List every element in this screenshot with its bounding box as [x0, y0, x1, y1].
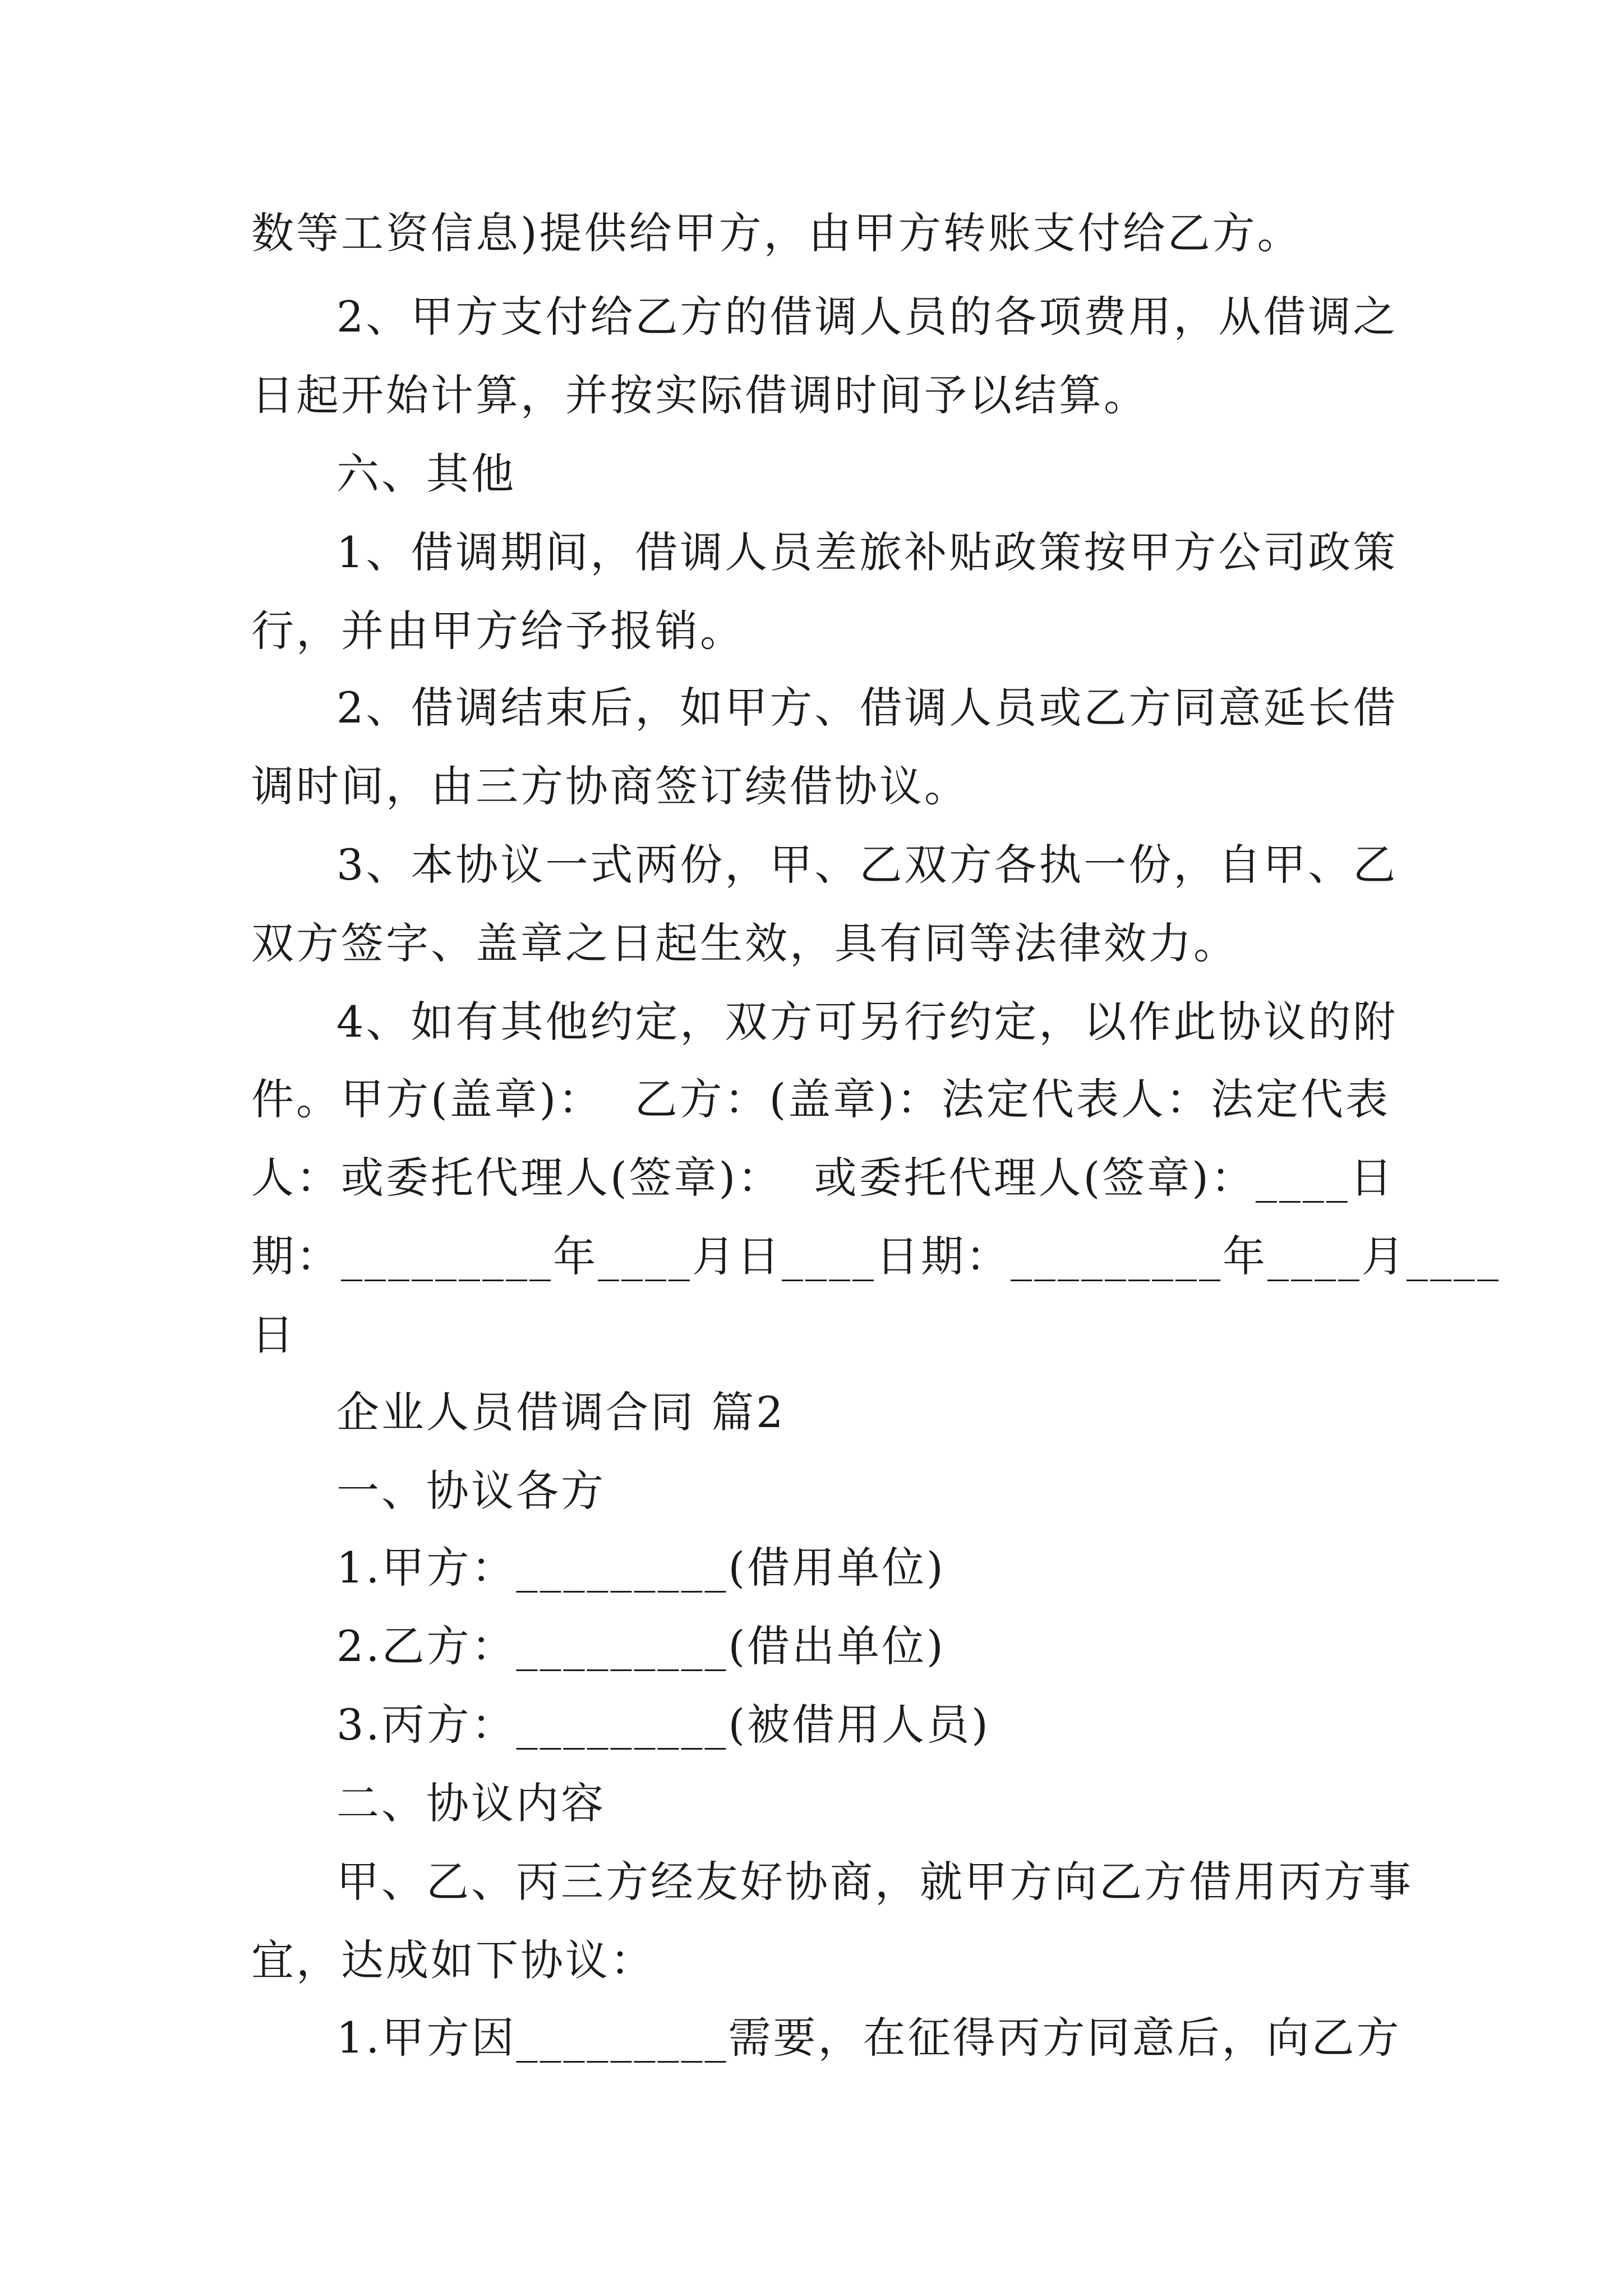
paragraph-line: 4、如有其他约定，双方可另行约定，以作此协议的附: [336, 997, 1398, 1047]
paragraph-line: 期：_________年____月日____日期：_________年____月____: [251, 1231, 1501, 1281]
article-title: 企业人员借调合同 篇2: [336, 1387, 786, 1437]
party-line: 3.丙方：_________(被借用人员): [336, 1700, 990, 1750]
section-heading: 六、其他: [336, 449, 516, 499]
party-line: 1.甲方：_________(借用单位): [336, 1543, 946, 1593]
paragraph-line: 件。甲方(盖章)： 乙方：(盖章)：法定代表人：法定代表: [251, 1074, 1390, 1124]
party-line: 2.乙方：_________(借出单位): [336, 1621, 946, 1671]
paragraph-line: 1.甲方因_________需要，在征得丙方同意后，向乙方: [336, 2013, 1401, 2063]
paragraph-line: 人：或委托代理人(签章)： 或委托代理人(签章)：____日: [251, 1153, 1395, 1203]
paragraph-line: 调时间，由三方协商签订续借协议。: [251, 761, 969, 811]
paragraph-line: 日起开始计算，并按实际借调时间予以结算。: [251, 370, 1149, 420]
paragraph-line: 宜，达成如下协议：: [251, 1935, 655, 1985]
paragraph-line: 日: [251, 1310, 296, 1360]
paragraph-line: 2、借调结束后，如甲方、借调人员或乙方同意延长借: [336, 683, 1398, 733]
section-heading: 一、协议各方: [336, 1466, 606, 1516]
paragraph-line: 甲、乙、丙三方经友好协商，就甲方向乙方借用丙方事: [336, 1857, 1413, 1907]
paragraph-line: 行，并由甲方给予报销。: [251, 606, 745, 656]
paragraph-line: 数等工资信息)提供给甲方，由甲方转账支付给乙方。: [251, 208, 1302, 258]
paragraph-line: 2、甲方支付给乙方的借调人员的各项费用，从借调之: [336, 292, 1398, 342]
section-heading: 二、协议内容: [336, 1778, 606, 1828]
paragraph-line: 双方签字、盖章之日起生效，具有同等法律效力。: [251, 918, 1238, 968]
paragraph-line: 1、借调期间，借调人员差旅补贴政策按甲方公司政策: [336, 527, 1398, 577]
paragraph-line: 3、本协议一式两份，甲、乙双方各执一份，自甲、乙: [336, 840, 1398, 890]
